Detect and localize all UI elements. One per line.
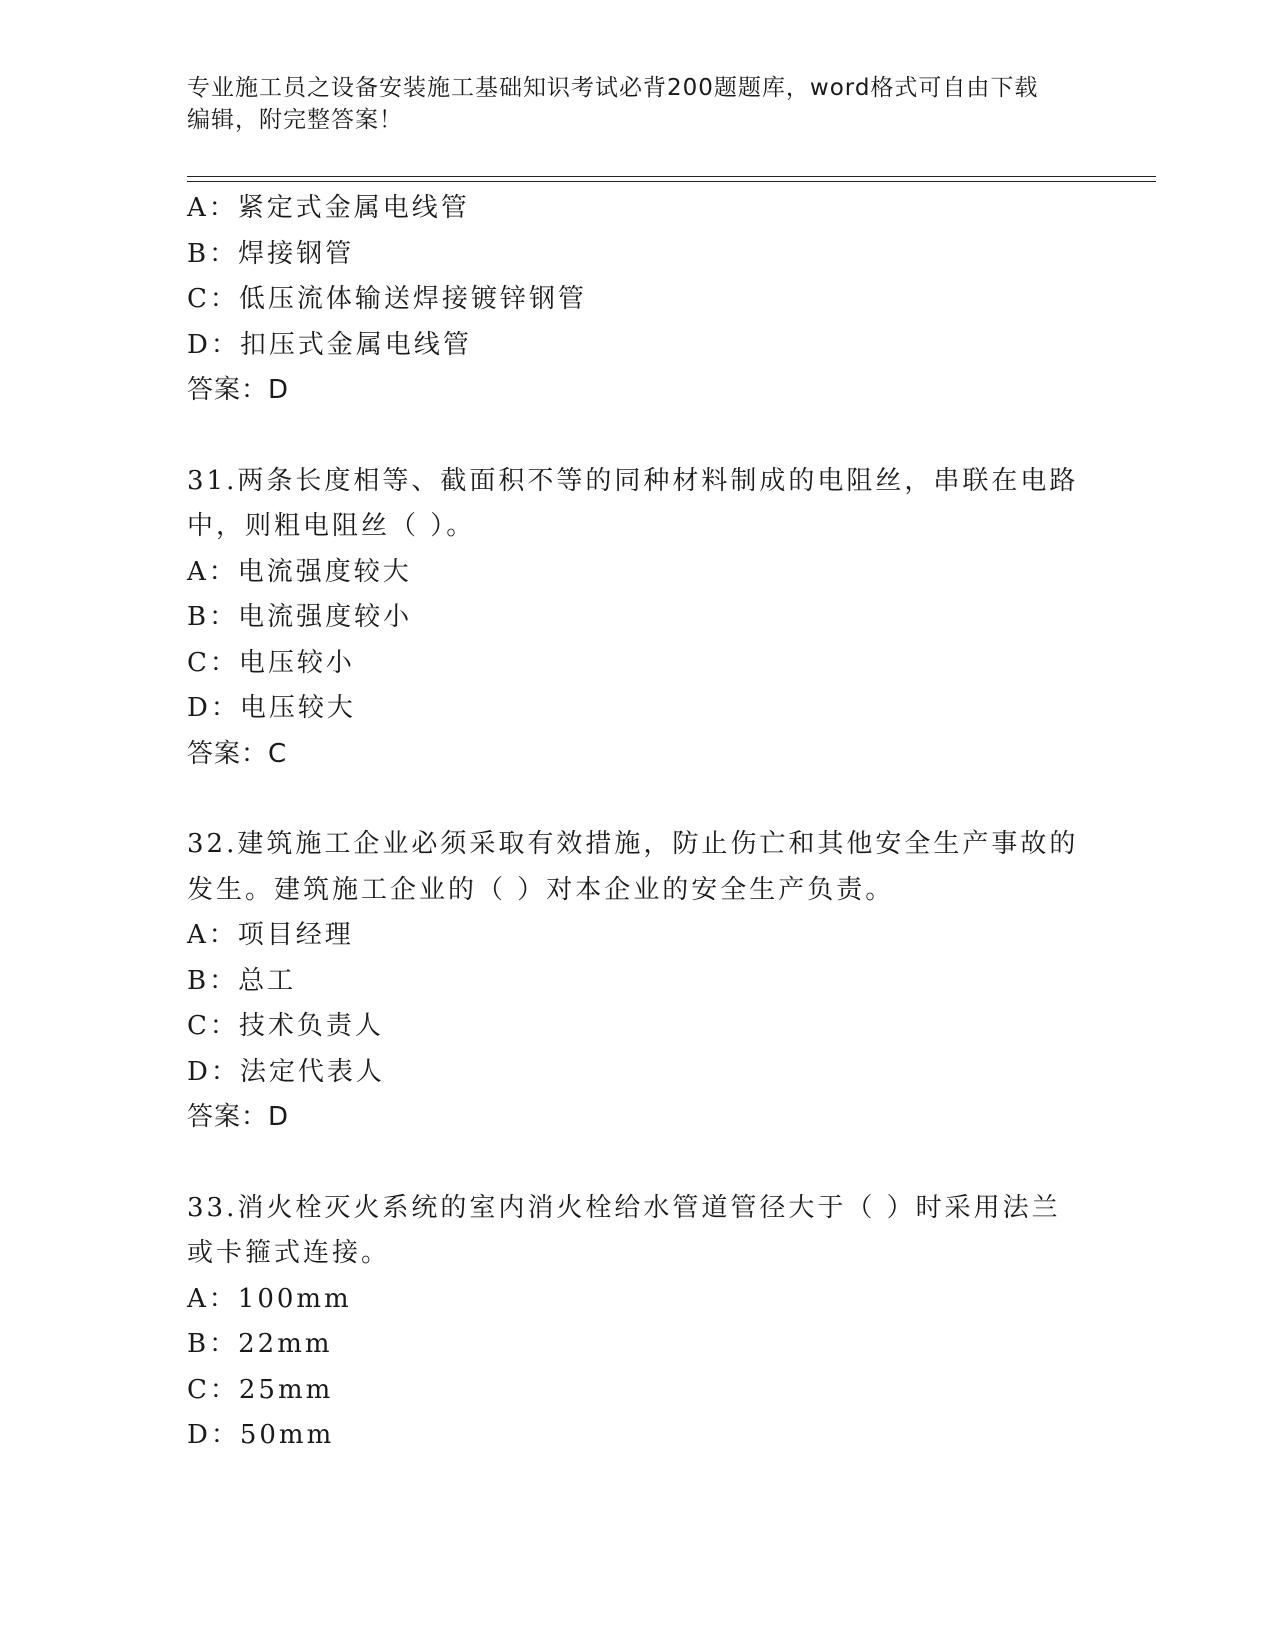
option-b: B：焊接钢管 [187, 238, 355, 269]
question-30-block [187, 186, 1087, 414]
option-d: D：法定代表人 [187, 1056, 385, 1087]
option-d: D：电压较大 [187, 693, 356, 723]
option-d: D：扣压式金属电线管 [187, 329, 472, 360]
option-d: D：50mm [187, 1420, 335, 1450]
answer: 答案：D [187, 375, 290, 405]
answer: 答案：D [187, 1102, 290, 1132]
option-c: C：技术负责人 [187, 1011, 384, 1041]
option-a: A：项目经理 [187, 920, 354, 950]
question-32-block [187, 822, 1087, 1141]
question-stem-line-2: 或卡箍式连接。 [187, 1238, 391, 1268]
header-divider-top [187, 176, 1156, 177]
question-stem-line-1: 32.建筑施工企业必须采取有效措施，防止伤亡和其他安全生产事故的 [187, 829, 1079, 859]
question-31-block [187, 459, 1087, 778]
option-b: B：22mm [187, 1329, 333, 1359]
answer: 答案：C [187, 738, 288, 769]
header-title-line-2: 编辑，附完整答案！ [187, 107, 403, 133]
question-33-block [187, 1186, 1087, 1459]
question-stem-line-1: 31.两条长度相等、截面积不等的同种材料制成的电阻丝，串联在电路 [187, 465, 1079, 496]
question-stem-line-2: 中，则粗电阻丝（ ）。 [187, 511, 476, 541]
option-b: B：电流强度较小 [187, 602, 413, 632]
document-body [187, 186, 1087, 1459]
option-c: C：25mm [187, 1374, 334, 1405]
question-stem-line-2: 发生。建筑施工企业的（ ）对本企业的安全生产负责。 [187, 874, 895, 905]
document-header [187, 72, 1067, 136]
option-a: A：100mm [187, 1283, 352, 1314]
option-c: C：低压流体输送焊接镀锌钢管 [187, 284, 587, 314]
option-a: A：紧定式金属电线管 [187, 193, 470, 223]
option-c: C：电压较小 [187, 647, 355, 678]
header-divider-bottom [187, 181, 1156, 182]
option-a: A：电流强度较大 [187, 556, 412, 587]
header-title-line-1: 专业施工员之设备安装施工基础知识考试必背200题题库，word格式可自由下载 [187, 75, 1039, 101]
option-b: B：总工 [187, 965, 297, 996]
question-stem-line-1: 33.消火栓灭火系统的室内消火栓给水管道管径大于（ ）时采用法兰 [187, 1192, 1061, 1223]
